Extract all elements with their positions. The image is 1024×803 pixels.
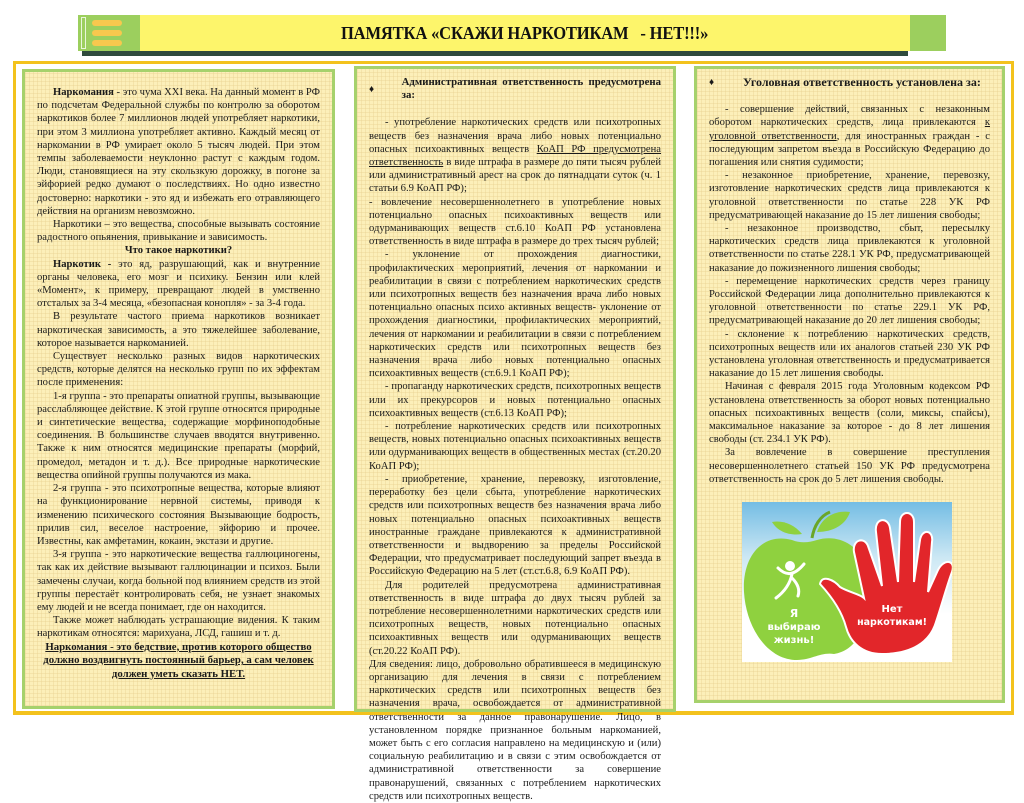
group-2-paragraph: 2-я группа - это психотропные вещества, которые влияют на функционирование нервной системы, приводя к изменению психического состояния Вызывающие бодрость, прилив сил, веселое настроение, эйфорию и прочее. Известны, как амфетамин, кокаин, экстази и другие. — [37, 483, 320, 547]
admin-item: - вовлечение несовершеннолетнего в употребление новых потенциально опасных психоактивных веществ или одурманивающих веществ ст.6.10 КоАП РФ установлена ответственность в виде штрафа в размере до трех тысяч рублей; — [369, 196, 661, 248]
criminal-heading: Уголовная ответственность установлена за: — [743, 75, 981, 89]
narcotic-text: это яд, разрушающий, как и внутренние органы человека, его мозг и психику. Бензин или клей «Момент», к примеру, превращают людей в умственно отсталых за 3-4 месяца, «безопасная конопля» - за 3-4 года. — [37, 258, 320, 310]
info-paragraph: Для сведения: лицо, добровольно обратившееся в медицинскую организацию для лечения в связи с потреблением наркотических средств или психотропных веществ без назначения врача, освобождается от административной ответственности за данное правонарушение. Лицо, в установленном порядке признанное больным наркоманией, может быть с его согласия направлено на медицинскую и (или) социальную реабилитацию и в связи с этим освобождается от административной ответственности за совершение правонарушений, связанных с потреблением наркотических средств или психотропных веществ. — [369, 658, 661, 802]
group-3-paragraph: 3-я группа - это наркотические вещества галлюциногены, так как их действие вызывают галлюцинации и психоз. Были замечены случаи, когда больной под влиянием средств из этой группы перестаёт контролировать себя, не узнает знакомых ему людей и не всегда понимает, где он находится. — [37, 549, 320, 613]
banner-stripe — [92, 30, 122, 36]
admin-item: - пропаганду наркотических средств, психотропных веществ или их прекурсоров и новых потенциально опасных психоактивных веществ (ст.6.13 КоАП РФ); — [369, 381, 661, 419]
admin-item — [369, 116, 661, 195]
criminal-item-text: , для иностранных граждан - с последующим запретом въезда в Российскую Федерацию до погашения или снятия судимости; — [709, 130, 990, 169]
banner-stripe — [92, 40, 122, 46]
criminal-paragraph: Начиная с февраля 2015 года Уголовным кодексом РФ установлена ответственность за оборот новых потенциально опасных психоактивных веществ (соли, миксы, спайсы), максимальное наказание за которое - до 8 лет лишения свободы (ст. 234.1 УК РФ). — [709, 381, 990, 446]
definition-paragraph: Наркотики – это вещества, способные вызывать состояние радостного опьянения, привыкание и зависимость. — [37, 219, 320, 244]
criminal-item-underlined: к уголовной ответственности — [709, 117, 990, 142]
banner-stripe — [92, 20, 122, 26]
criminal-heading-row — [709, 76, 990, 89]
paragraph: В результате частого приема наркотиков возникает наркотическая зависимость, а это тяжелейшее заболевание, которое называется наркоманией. — [37, 311, 320, 349]
banner-slot-decoration — [81, 17, 86, 49]
header-banner — [78, 15, 946, 53]
hand-text-line: Нет — [881, 604, 903, 615]
admin-item-text: в виде штрафа в размере до пяти тысяч рублей или административный арест на срок до пятнадцати суток (ч. 1 статьи 6.9 КоАП РФ); — [369, 157, 661, 195]
admin-item-underlined: КоАП РФ предусмотрена ответственность — [369, 143, 662, 169]
criminal-item: - перемещение наркотических средств через границу Российской Федерации лица дополнительно привлекаются к уголовной ответственности по статье 229.1 УК РФ, предусматривающей наказание до 20 лет лишения свободы; — [709, 275, 990, 327]
criminal-item-text: - совершение действий, связанных с незаконным оборотом наркотических средств, лица привлекаются — [709, 104, 990, 129]
apple-text-line: выбираю — [767, 622, 821, 633]
criminal-item: - склонение к потреблению наркотических средств, психотропных веществ или их аналогов статьей 230 УК РФ установлена уголовная ответственность и предусматривается наказание до 15 лет лишения свободы. — [709, 328, 990, 380]
section-heading: Что такое наркотики? — [124, 245, 233, 257]
admin-item: - приобретение, хранение, перевозку, изготовление, переработку без цели сбыта, употребление наркотических средств или психотропных веществ без назначения врача либо новых потенциально опасных психоактивных веществ иностранные граждане привлекаются к административной ответственности и выдворению за пределы Российской Федерации, что предусматривает последующий запрет въезда в Российскую Федерацию на 5 лет (ст.ст.6.8, 6.9 КоАП РФ). — [369, 473, 661, 578]
admin-item: - потребление наркотических средств или психотропных веществ, новых потенциально опасных психоактивных веществ или одурманивающих веществ в общественных местах (ст.20.20 КоАП РФ); — [369, 421, 661, 472]
intro-term: Наркомания — [53, 87, 114, 98]
diamond-bullet-icon: ♦ — [709, 77, 715, 88]
criminal-paragraph: За вовлечение в совершение преступления несовершеннолетнего статьей 150 УК РФ предусмотрена ответственность на срок до 5 лет лишения свободы. — [709, 447, 990, 485]
group-1-paragraph: 1-я группа - это препараты опиатной группы, вызывающие расслабляющее действие. К этой группе относятся природные и синтетические вещества, содержащие морфиноподобные соединения. В большинстве случаев вводятся внутривенно. Также к ним относятся медицинские препараты (морфий, промедол, метадон и т. д.). Все природные наркотические вещества опийной группы получаются из мака. — [37, 390, 320, 481]
paragraph: Существует несколько разных видов наркотических средств, которые делятся на несколько групп по их эффектам после применения: — [37, 351, 320, 389]
narcotic-paragraph — [37, 258, 320, 311]
intro-text: - это чума XXI века. На данный момент в РФ по подсчетам Федеральной службы по контролю за оборотом наркотиков более 7 миллионов людей употребляет наркотики, при этом 3 миллиона употребляет активно. Каждый месяц от наркомании в РФ умирает около 5 тысяч людей. При этом темпы заболеваемости неуклонно растут с каждым годом. Люди, становящиеся на эту скользкую дорожку, в погоне за эйфорией редко думают о последствиях. Но одно известно достоверно: наркотики - это яд и избежать его отравляющего действия на организм невозможно. — [37, 87, 321, 217]
paragraph: Также может наблюдать устрашающие видения. К таким наркотикам относятся: марихуана, ЛСД, гашиш и т. д. — [37, 615, 320, 640]
admin-heading: Административная ответственность предусмотрена за: — [401, 76, 661, 102]
admin-heading-row — [369, 76, 661, 102]
criminal-item: - незаконное приобретение, хранение, перевозку, изготовление наркотических средств лица привлекаются к уголовной ответственности по статье 228 УК РФ предусматривающей наказание до 15 лет лишения свободы; — [709, 170, 990, 221]
apple-text-line: жизнь! — [773, 635, 815, 646]
criminal-item: - незаконное производство, сбыт, пересылку наркотических средств лица привлекаются к уголовной ответственности по статье 228.1 УК РФ, предусматривающей наказание до пожизненного лишения свободы; — [709, 223, 990, 274]
diamond-bullet-icon: ♦ — [369, 83, 375, 95]
parents-paragraph: Для родителей предусмотрена административная ответственность в виде штрафа до двух тысяч рублей за потребление несовершеннолетними наркотических средств или психотропных веществ, новых потенциально опасных психоактивных веществ или одурманивающих веществ (ст.20.22 КоАП РФ). — [369, 579, 661, 657]
banner-decoration-right — [910, 15, 946, 51]
banner-title-area — [140, 15, 910, 51]
banner-decoration-left — [78, 15, 140, 51]
hand-text-line: наркотикам! — [857, 617, 927, 628]
criminal-item — [709, 103, 990, 169]
page-title: ПАМЯТКА «СКАЖИ НАРКОТИКАМ - НЕТ!!!» — [341, 22, 709, 43]
admin-item-text: - употребление наркотических средств или психотропных веществ без назначения врача либо новых потенциально опасных психоактивных веществ — [369, 117, 661, 155]
illustration-svg — [742, 502, 952, 662]
closing-statement: Наркомания - это бедствие, против которого общество должно воздвигнуть постоянный барьер, а сам человек должен уметь сказать НЕТ. — [43, 640, 314, 680]
intro-paragraph — [37, 86, 320, 218]
say-no-illustration — [742, 502, 952, 662]
middle-panel — [354, 66, 676, 802]
admin-item: - уклонение от прохождения диагностики, профилактических мероприятий, лечения от наркомании и реабилитации в связи с потреблением наркотических средств или психотропных веществ без назначения врача либо новых потенциально опасных психо активных веществ- уклонение от прохождения диагностики, профилактических мероприятий, лечения от наркомании и реабилитации в связи с потреблением наркотических средств или психотропных веществ без назначения врача либо новых потенциально опасных психоактивных веществ (ст.6.9.1 КоАП РФ); — [369, 249, 661, 380]
apple-text-line: Я — [789, 607, 799, 620]
left-panel — [22, 69, 335, 709]
narcotic-term: Наркотик - — [53, 258, 112, 270]
